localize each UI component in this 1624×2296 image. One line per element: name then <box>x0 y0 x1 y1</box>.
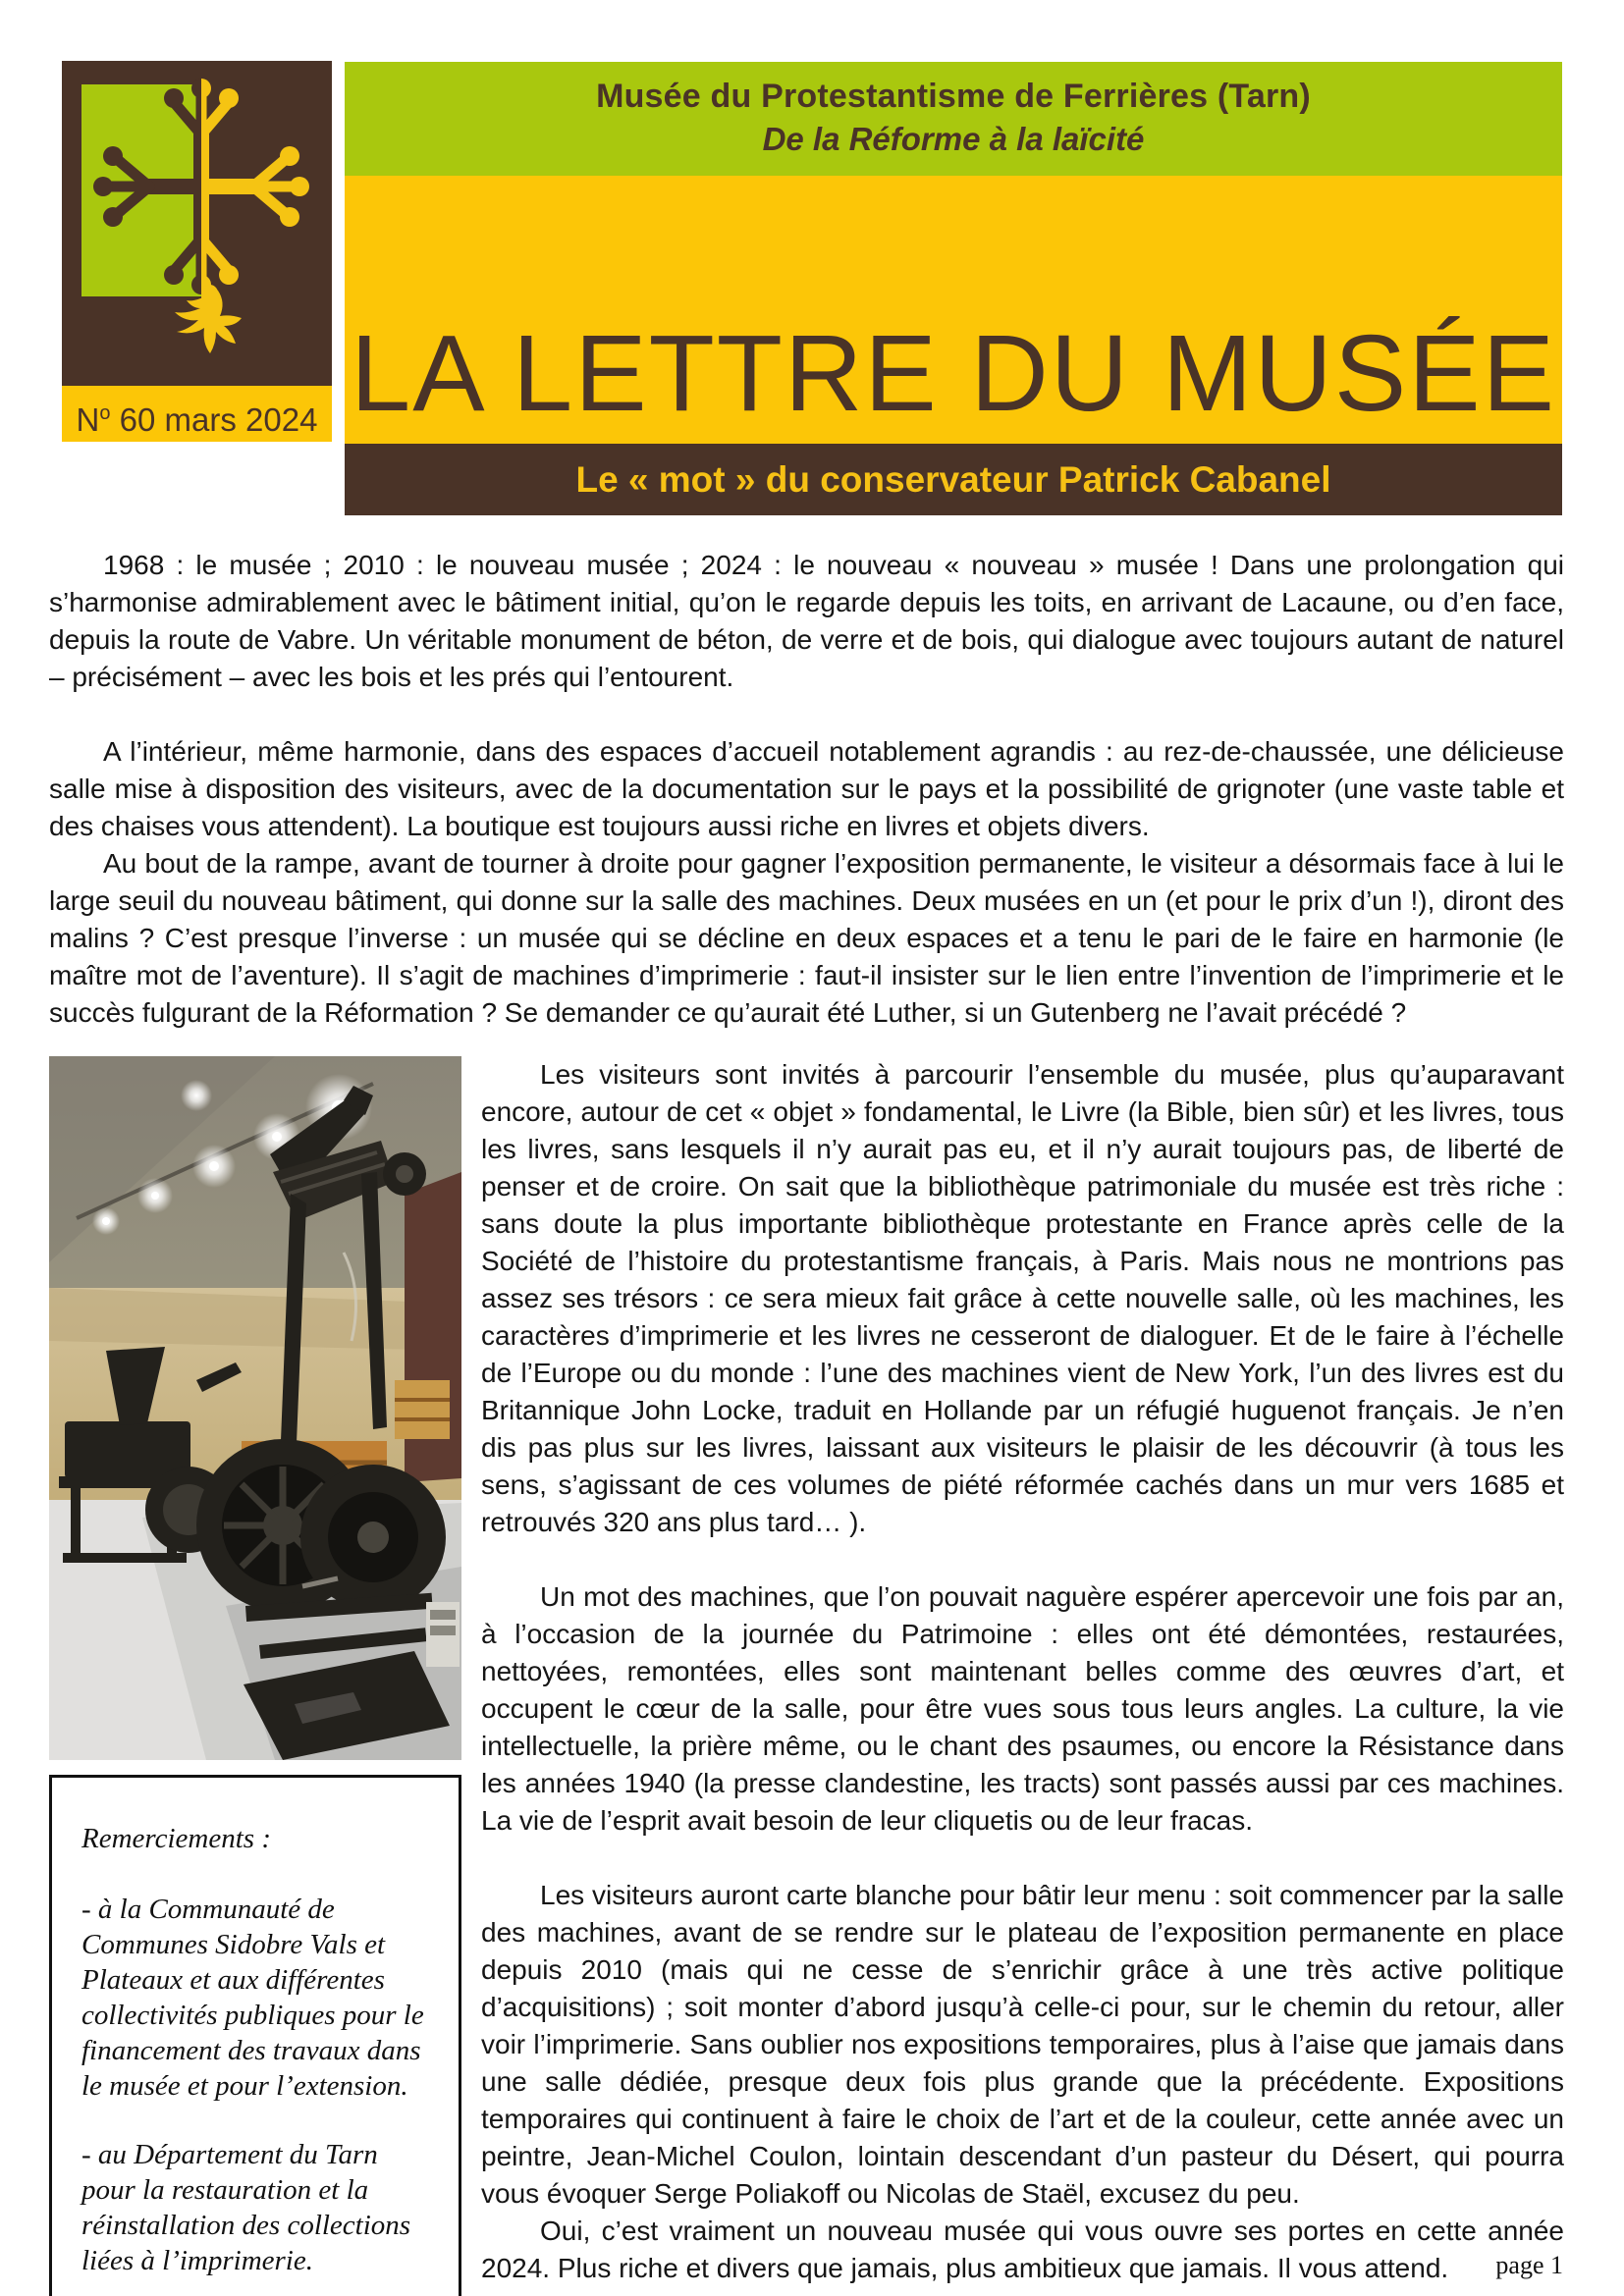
acknowledgements-title: Remerciements : <box>81 1823 271 1854</box>
newsletter-title: LA LETTRE DU MUSÉE <box>351 313 1556 434</box>
right-column <box>481 1056 1564 2296</box>
header-banners <box>345 62 1562 515</box>
title-banner <box>345 176 1562 444</box>
section-banner <box>345 444 1562 515</box>
page-number: page 1 <box>1495 2251 1563 2279</box>
paragraph-intro-2: A l’intérieur, même harmonie, dans des espaces d’accueil notablement agrandis : au rez-de-chaussée, une délicieuse salle mise à disposition des visiteurs, avec de la documentation sur le pays et la possibilité de grignoter (une vaste table et des chaises vous attendent). La boutique est toujours aussi riche en livres et objets divers. <box>49 736 1564 841</box>
issue-rest: 60 mars 2024 <box>110 401 318 438</box>
printing-machines-photo <box>49 1056 461 1760</box>
museum-subtitle: De la Réforme à la laïcité <box>762 121 1145 157</box>
paragraph-intro-1: 1968 : le musée ; 2010 : le nouveau musée ; 2024 : le nouveau « nouveau » musée ! Dans une prolongation qui s’harmonise admirablement avec le bâtiment initial, qu’on le regarde depuis les toits, en arrivant de Lacaune, ou d’en face, depuis la route de Vabre. Un véritable monument de béton, de verre et de bois, qui dialogue avec toujours autant de naturel – précisément – avec les bois et les prés qui l’entourent. <box>49 550 1564 692</box>
acknowledgement-item: - à la Communauté de Communes Sidobre Vals et Plateaux et aux différentes collectivités publiques pour le financement des travaux dans le musée et pour l’extension. <box>81 1894 424 2102</box>
acknowledgements-box <box>49 1775 461 2296</box>
paragraph-intro-3: Au bout de la rampe, avant de tourner à droite pour gagner l’exposition permanente, le visiteur a désormais face à lui le large seuil du nouveau bâtiment, qui donne sur la salle des machines. Deux musées en un (et pour le prix d’un !), diront des malins ? C’est presque l’inverse : un musée qui se décline en deux espaces et a tenu le pari de le faire en harmonie (le maître mot de l’aventure). Il s’agit de machines d’imprimerie : faut-il insister sur le lien entre l’invention de l’imprimerie et le succès fulgurant de la Réformation ? Se demander ce qu’aurait été Luther, si un Gutenberg ne l’avait précédé ? <box>49 848 1564 1028</box>
museum-logo <box>62 61 332 442</box>
article-body <box>49 547 1564 2296</box>
paragraph-visitors: Les visiteurs sont invités à parcourir l’ensemble du musée, plus qu’auparavant encore, autour de cet « objet » fondamental, le Livre (la Bible, bien sûr) et les livres, tous les livres, sans lesquels il n’y aurait pas eu, et il n’y aurait toujours pas, de liberté de penser et de croire. On sait que la bibliothèque patrimoniale du musée est très riche : sans doute la plus importante bibliothèque protestante en France après celle de la Société de l’histoire du protestantisme français, à Paris. Mais nous ne montrions pas assez ses trésors : ce sera mieux fait grâce à cette nouvelle salle, où les machines, les caractères d’imprimerie et les livres ne cesseront de dialoguer. Et de le faire à l’échelle de l’Europe ou du monde : l’une des machines vient de New York, l’un des livres est du Britannique John Locke, traduit en Hollande par un réfugié huguenot français. Je n’en dis pas plus sur les livres, laissant aux visiteurs le plaisir de les découvrir (à tous les sens, s’agissant de ces volumes de piété réformée cachés dans un mur vers 1685 et retrouvés 320 ans plus tard… ). <box>481 1059 1564 1537</box>
paragraph-machines: Un mot des machines, que l’on pouvait naguère espérer apercevoir une fois par an, à l’occasion de la journée du Patrimoine : elles ont été démontées, restaurées, nettoyées, remontées, elles sont maintenant belles comme des œuvres d’art, et occupent le cœur de la salle, pour être vues sous tous leurs angles. La culture, la vie intellectuelle, la prière même, ou le chant des psaumes, ou encore la Résistance dans les années 1940 (la presse clandestine, les tracts) sont passés aussi par ces machines. La vie de l’esprit avait besoin de leur cliquetis ou de leur fracas. <box>481 1581 1564 1836</box>
museum-name: Musée du Protestantisme de Ferrières (Tarn) <box>596 78 1311 115</box>
issue-number <box>62 386 332 442</box>
paragraph-conclusion: Oui, c’est vraiment un nouveau musée qui vous ouvre ses portes en cette année 2024. Plus riche et divers que jamais, plus ambitieux que jamais. Il vous attend. <box>481 2216 1564 2283</box>
museum-name-banner <box>345 62 1562 176</box>
occitan-cross-logo <box>62 61 332 386</box>
issue-n: N <box>76 401 100 438</box>
acknowledgement-item: - au Département du Tarn pour la restauration et la réinstallation des collections liées à l’imprimerie. <box>81 2139 411 2276</box>
section-banner-label: Le « mot » du conservateur Patrick Cabanel <box>575 459 1331 500</box>
issue-sup: o <box>99 402 111 424</box>
paragraph-carte-blanche: Les visiteurs auront carte blanche pour bâtir leur menu : soit commencer par la salle des machines, avant de se rendre sur le plateau de l’exposition permanente en place depuis 2010 (mais qui ne cesse de s’enrichir grâce à une très active politique d’acquisitions) ; soit monter d’abord jusqu’à celle-ci pour, sur le chemin du retour, aller voir l’imprimerie. Sans oublier nos expositions temporaires, plus à l’aise que jamais dans une salle dédiée, presque deux fois plus grande que la précédente. Expositions temporaires qui continuent à faire le choix de l’art et de la couleur, cette année avec un peintre, Jean-Michel Coulon, lointain descendant d’un pasteur du Désert, qui pourra vous évoquer Serge Poliakoff ou Nicolas de Staël, excusez du peu. <box>481 1880 1564 2209</box>
two-column-section <box>49 1056 1564 2296</box>
left-column <box>49 1056 461 2296</box>
occitan-cross-icon <box>62 61 332 386</box>
